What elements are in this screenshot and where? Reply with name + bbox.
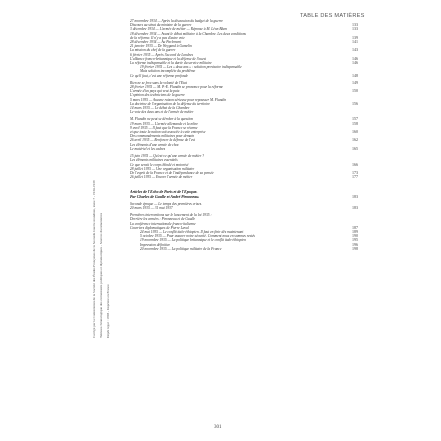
toc-entry-title: Courriers diplomatiques de Pierre Laval xyxy=(130,225,189,230)
toc-entry-page: 133 xyxy=(352,26,358,32)
toc-entry-title: 26 juillet 1935 — Encore l'armée de métier xyxy=(130,175,193,180)
toc-entry-title: Mais solution incomplète du problème xyxy=(140,69,196,74)
toc-entry-title: L'alliance franco-britannique et la défense de l'ouest xyxy=(130,56,206,61)
toc-entry-title: La conférence internationale franco-italienne xyxy=(130,221,196,226)
toc-entry-page: 146 xyxy=(352,55,358,61)
toc-entry-title: 5 octobre 1935 — Pour assurer notre sécurité. Comment nous en sommes restés xyxy=(140,234,255,239)
toc-entry-title: 21 janvier 1935 — De Weygand à Gamelin xyxy=(130,44,192,49)
toc-entry-title: 27 novembre 1934 — Après la discussion du budget de la guerre xyxy=(130,19,223,23)
toc-entry xyxy=(130,175,358,179)
toc-entry-page: 156 xyxy=(352,100,358,106)
toc-entry xyxy=(130,74,358,78)
toc-entry-title: Le matériel et les cadres xyxy=(130,146,166,151)
toc-entry-title: Impression définitive xyxy=(140,242,171,247)
toc-entry-page: 166 xyxy=(352,161,358,167)
toc-entry-title: Ce qu'il faut, c'est une réforme profonde xyxy=(130,73,188,78)
toc-entry-page: 183 xyxy=(352,193,358,199)
toc-entry-title: L'armée d'un pays qui veut la paix xyxy=(130,89,180,94)
toc-entry-title: Premières interventions sur le lancement de la loi 1935 : xyxy=(130,213,212,218)
toc-entry xyxy=(130,247,358,251)
toc-entry-title: 28 février 1935 — M. P.-E. Flandin se prononce pour la réforme xyxy=(130,85,224,90)
toc-entry-page: 198 xyxy=(352,245,358,251)
toc-entry-title: De l'esprit de la France et de l'indépendance de sa pensée xyxy=(130,170,214,175)
toc-entry-page: 150 xyxy=(352,88,358,94)
running-header: TABLE DES MATIÈRES xyxy=(300,13,365,19)
toc-entry-page: 190 xyxy=(352,233,358,239)
toc-entry-title: 14 mars 1935 — Le débat de la Chambre xyxy=(130,106,190,111)
toc-entry-page: 165 xyxy=(352,145,358,151)
toc-entry-title: 19 mars 1935 — L'armée allemande et la nôtre xyxy=(130,121,198,126)
toc-entry-title: 18 décembre 1934 — Avant le débat militaire à la Chambre. Les deux conditions xyxy=(130,31,246,36)
toc-entry-title: 3 décembre 1934 — L'armée de métier — Réponse à M. Léon Blum xyxy=(130,27,227,32)
toc-entry-page: 187 xyxy=(352,224,358,230)
toc-entry-page: 195 xyxy=(352,237,358,243)
toc-entry-title: Les éléments d'une armée de choc xyxy=(130,142,179,147)
toc-entry-page: 139 xyxy=(352,34,358,40)
toc-entry xyxy=(130,206,358,210)
toc-entry-title: Articles de l'Écho de Paris et de l'Époque. xyxy=(130,190,198,195)
table-of-contents xyxy=(130,19,358,415)
toc-entry-page: 149 xyxy=(352,79,358,85)
toc-entry-title: de la réforme. Il n'y a pas d'autre voie xyxy=(130,35,185,40)
toc-entry-title: Rien ne se fera sans la volonté de l'État xyxy=(130,80,187,85)
toc-entry-page: 162 xyxy=(352,137,358,143)
toc-entry-title: 6 février 1935 — Après l'accord de Londres xyxy=(130,52,194,57)
toc-entry-title: 28 juillet 1935 — Une organisation militaire xyxy=(130,166,195,171)
toc-entry-page: 177 xyxy=(352,174,358,180)
toc-entry-title: La mission du chef de la guerre xyxy=(130,48,176,53)
toc-entry-title: La réforme indispensable et la durée du service militaire xyxy=(130,61,212,66)
toc-entry-page: 173 xyxy=(352,169,358,175)
toc-entry-page: 196 xyxy=(352,241,358,247)
toc-entry-title: 19 février 1935 — Les « deux ans » : solution provisoire indispensable xyxy=(140,65,242,70)
toc-entry-page: 157 xyxy=(352,116,358,122)
toc-entry-title: 19 novembre 1935 — La politique britannique et le conflit italo-éthiopien xyxy=(140,238,246,243)
toc-entry-page: 160 xyxy=(352,129,358,135)
toc-entry-page: 183 xyxy=(352,204,358,210)
toc-entry-page: 148 xyxy=(352,72,358,78)
toc-entry-title: 9 avril 1935 — Il faut que la France se réarme xyxy=(130,125,198,130)
toc-entry-page: 189 xyxy=(352,228,358,234)
toc-entry-title: 20 mars 1935 — 31 mai 1937 xyxy=(130,205,173,210)
toc-entry-page: 133 xyxy=(352,22,358,28)
toc-entry-title: et que toute la nation soit associée à cette entreprise xyxy=(130,130,206,135)
toc-entry xyxy=(130,147,358,151)
toc-entry-title: Des commandements militaires pour demain xyxy=(130,134,195,139)
toc-entry-title: Derrière les armées : Pironneau et de Gaulle xyxy=(130,217,196,222)
page-number: 301 xyxy=(214,425,222,430)
toc-entry-title: L'opinion des techniciens de la guerre xyxy=(130,93,185,98)
toc-entry-title: Les éléments militaires essentiels xyxy=(130,158,178,163)
spine-line: Corrigé par la Commission de la Société des Études Françaises de la Seconde Guerre mondiale, tome 7 - 1934-1939 xyxy=(92,180,96,338)
toc-entry-title: Le vote des deux ans et de l'armée de métier xyxy=(130,110,194,115)
spine-imprint xyxy=(92,178,112,338)
toc-entry-title: 20 novembre 1935 — La politique militaire de la France xyxy=(140,246,222,251)
toc-entry-title: Seconde époque — Le temps des premières crises. xyxy=(130,201,202,206)
toc-entry-title: Ce que serait le corps blindé et motorisé xyxy=(130,162,189,167)
toc-entry xyxy=(130,110,358,114)
toc-entry-title: 26 avril 1935 — Renforcer la défense de l'est xyxy=(130,138,195,143)
toc-entry-page: 146 xyxy=(352,60,358,66)
toc-entry-title: M. Flandin ne peut se dérober à la question xyxy=(130,117,194,122)
toc-entry-page: 143 xyxy=(352,47,358,53)
toc-entry-title: La doctrine de l'organisation de la défense du territoire xyxy=(130,101,210,106)
toc-entry xyxy=(130,195,358,199)
toc-entry-title: Par Charles de Gaulle et André Pironneau. xyxy=(130,194,200,199)
spine-line: Tableau chronologique des événements politiques et diplomatiques - Sources documentaires xyxy=(99,212,103,338)
toc-entry-title: 24 mai 1935 — Le conflit italo-éthiopien. Il faut en finir dès maintenant xyxy=(140,229,244,234)
toc-entry-page: 158 xyxy=(352,120,358,126)
spine-line: Dépôt légal : 1998 - Imprimé en France xyxy=(106,284,110,338)
toc-entry-title: 28 décembre 1934 — Au Parlement xyxy=(130,40,182,45)
toc-entry-page: 141 xyxy=(352,39,358,45)
toc-entry-title: Discours au sénat du ministre de la guerre xyxy=(130,23,192,28)
toc-entry-title: 5 mars 1935 — Aucune raison sérieuse pour repousser M. Flandin xyxy=(130,97,227,102)
toc-entry-title: 15 juin 1935 — Qu'est-ce qu'une armée de métier ? xyxy=(130,154,205,159)
